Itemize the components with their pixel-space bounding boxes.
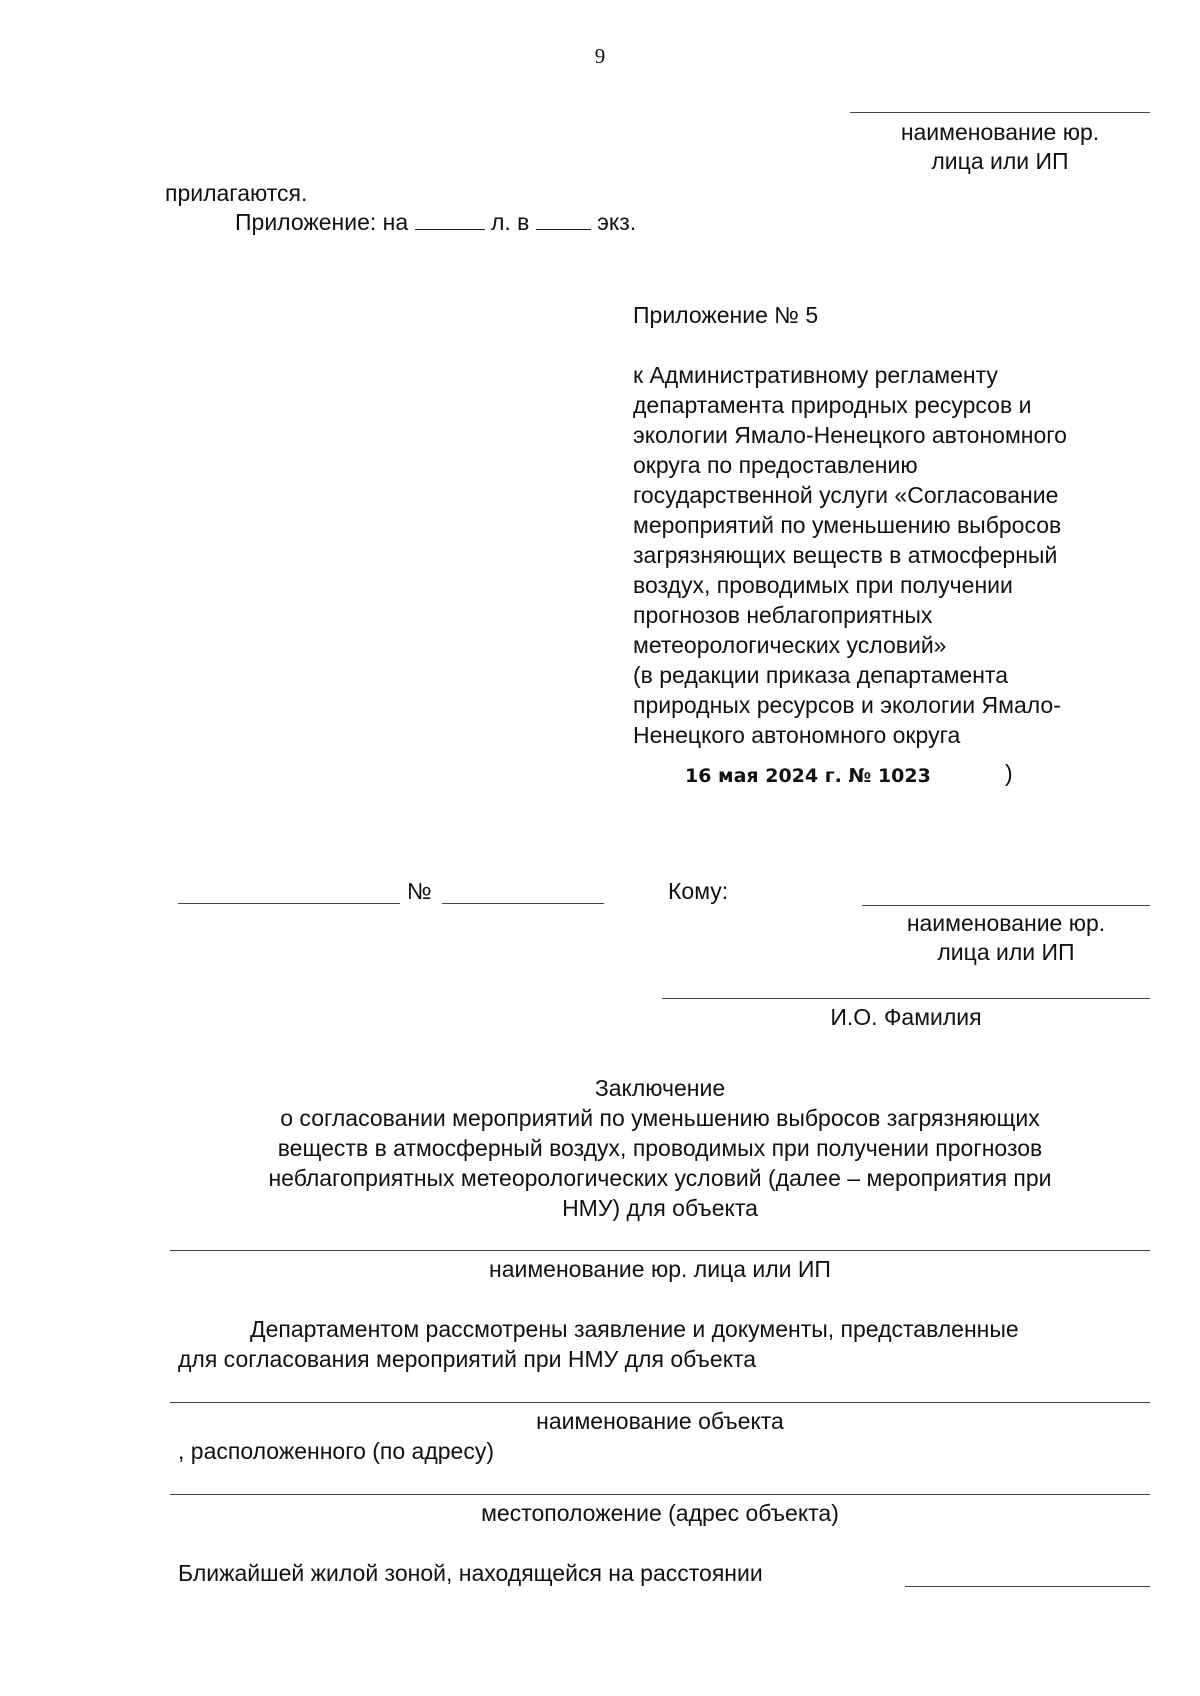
address-line bbox=[170, 1494, 1150, 1495]
conclusion-line: веществ в атмосферный воздух, проводимых при получении прогнозов bbox=[277, 1135, 1043, 1161]
annex-line: государственной услуги «Согласование bbox=[633, 482, 1059, 508]
annex-line: природных ресурсов и экологии Ямало- bbox=[633, 692, 1061, 718]
annex-line: к Административному регламенту bbox=[633, 362, 998, 388]
located-text: , расположенного (по адресу) bbox=[178, 1438, 495, 1464]
conclusion-line: о согласовании мероприятий по уменьшению выбросов загрязняющих bbox=[280, 1105, 1040, 1131]
recipient-caption-line2: лица или ИП bbox=[937, 939, 1075, 965]
appendix-mid: л. в bbox=[490, 209, 530, 235]
body-para1-line2: для согласования мероприятий при НМУ для объекта bbox=[178, 1346, 757, 1372]
order-stamp: 16 мая 2024 г. № 1023 bbox=[685, 765, 931, 787]
object-name-caption: наименование объекта bbox=[536, 1408, 784, 1434]
recipient-caption-line1: наименование юр. bbox=[906, 910, 1106, 936]
object-name-line bbox=[170, 1402, 1150, 1403]
page-number: 9 bbox=[594, 44, 606, 68]
conclusion-line: НМУ) для объекта bbox=[562, 1195, 758, 1221]
nearest-zone-text: Ближайшей жилой зоной, находящейся на расстоянии bbox=[178, 1560, 763, 1586]
name-line bbox=[662, 998, 1150, 999]
annex-title: Приложение № 5 bbox=[633, 302, 819, 328]
annex-line: метеорологических условий» bbox=[633, 632, 947, 658]
attached-text: прилагаются. bbox=[165, 180, 308, 206]
annex-line: мероприятий по уменьшению выбросов bbox=[633, 512, 1062, 538]
number-sign: № bbox=[407, 878, 432, 904]
annex-line: экологии Ямало-Ненецкого автономного bbox=[633, 422, 1067, 448]
entity-name-line bbox=[170, 1250, 1150, 1251]
annex-line: прогнозов неблагоприятных bbox=[633, 602, 933, 628]
to-label: Кому: bbox=[668, 878, 729, 904]
entity-signature-line bbox=[850, 112, 1150, 113]
date-line bbox=[178, 903, 400, 904]
annex-line: департамента природных ресурсов и bbox=[633, 392, 1032, 418]
appendix-prefix: Приложение: на bbox=[235, 209, 409, 235]
number-line bbox=[442, 903, 604, 904]
annex-line: (в редакции приказа департамента bbox=[633, 662, 1008, 688]
appendix-line bbox=[235, 207, 636, 237]
copies-blank bbox=[536, 209, 591, 230]
annex-line: Ненецкого автономного округа bbox=[633, 722, 961, 748]
annex-line: загрязняющих веществ в атмосферный bbox=[633, 542, 1058, 568]
appendix-suffix: экз. bbox=[597, 209, 637, 235]
address-caption: местоположение (адрес объекта) bbox=[481, 1500, 839, 1526]
name-caption: И.О. Фамилия bbox=[830, 1004, 982, 1030]
sheets-blank bbox=[415, 209, 485, 230]
entity-name-caption: наименование юр. лица или ИП bbox=[489, 1256, 831, 1282]
annex-line: воздух, проводимых при получении bbox=[633, 572, 1013, 598]
annex-text bbox=[633, 360, 1067, 750]
closing-paren: ) bbox=[1005, 760, 1013, 786]
conclusion-title: Заключение bbox=[594, 1075, 726, 1101]
recipient-line bbox=[862, 905, 1150, 906]
annex-line: округа по предоставлению bbox=[633, 452, 918, 478]
entity-caption-line1: наименование юр. bbox=[900, 119, 1100, 145]
distance-line bbox=[905, 1586, 1150, 1587]
body-para1-line1: Департаментом рассмотрены заявление и документы, представленные bbox=[250, 1316, 1019, 1342]
entity-caption-line2: лица или ИП bbox=[931, 148, 1069, 174]
conclusion-line: неблагоприятных метеорологических условий (далее – мероприятия при bbox=[268, 1165, 1052, 1191]
